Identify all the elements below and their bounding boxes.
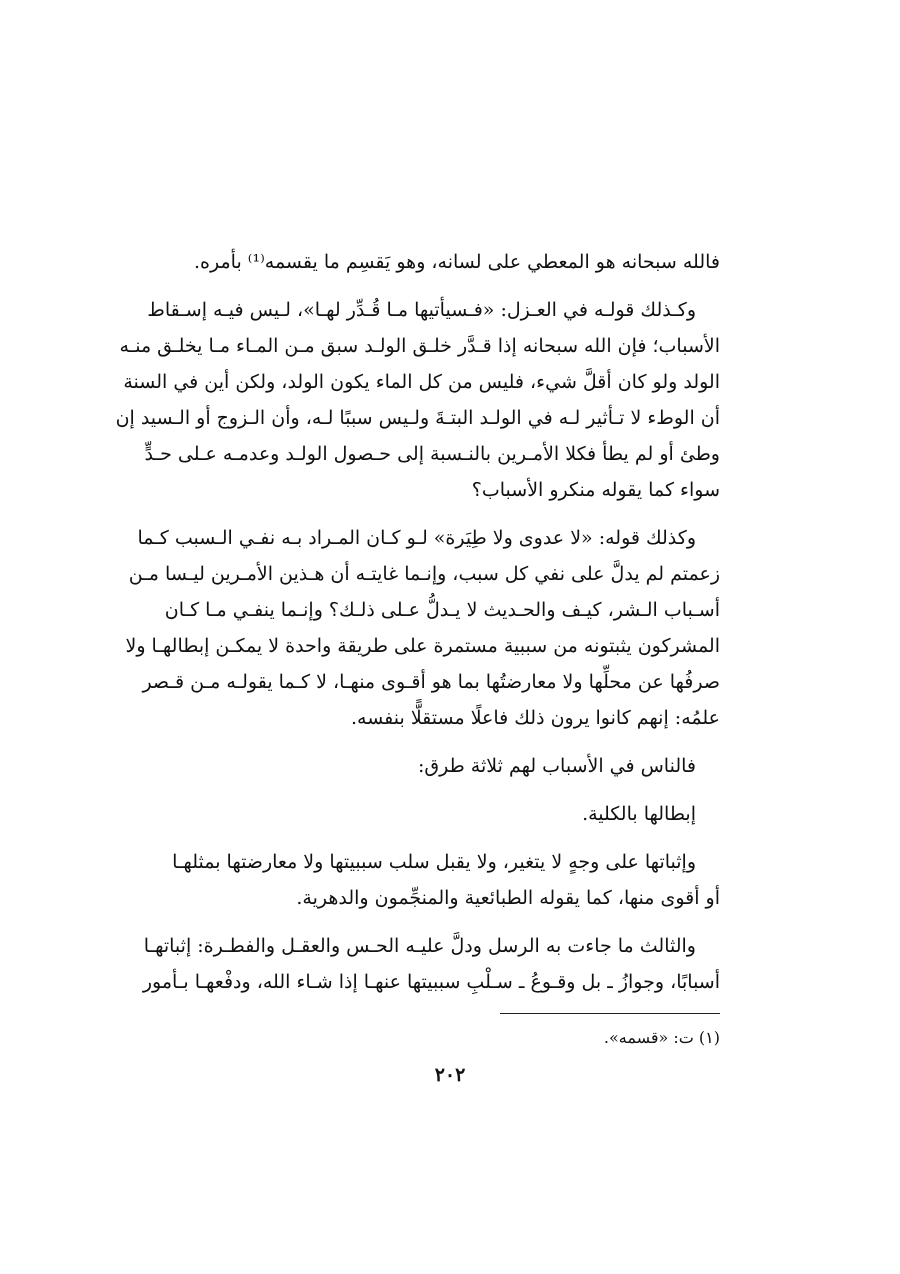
text-line: وكـذلك قولـه في العـزل: «فـسيأتيها مـا قُـدِّر لهـا»، لـيس فيـه إسـقاط xyxy=(147,299,696,321)
text-line: وطئ أو لم يطأ فكلا الأمـرين بالنـسبة إلى حـصول الولـد وعدمـه عـلى حـدٍّ xyxy=(144,443,720,465)
text-line: سواء كما يقوله منكرو الأسباب؟ xyxy=(471,479,720,501)
footnote: (١) ت: «قسمه». xyxy=(603,1028,720,1047)
text-line: علمُه: إنهم كانوا يرون ذلك فاعلًا مستقلًّا بنفسه. xyxy=(351,707,720,729)
text-line: المشركون يثبتونه من سببية مستمرة على طريقة واحدة لا يمكـن إبطالهـا ولا xyxy=(125,635,720,657)
main-text xyxy=(115,244,720,1000)
text-line: أسـباب الـشر، كيـف والحـديث لا يـدلُّ عـلى ذلـك؟ وإنـما ينفـي مـا كـان xyxy=(164,599,720,621)
text-line: أن الوطء لا تـأثير لـه في الولـد البتـةَ ولـيس سببًا لـه، وأن الـزوج أو الـسيد إن xyxy=(115,407,720,429)
text-line: زعمتم لم يدلَّ على نفي كل سبب، وإنـما غايتـه أن هـذين الأمـرين ليـسا مـن xyxy=(128,563,720,585)
text-line: والثالث ما جاءت به الرسل ودلَّ عليـه الحـس والعقـل والفطـرة: إثباتهـا xyxy=(143,935,696,957)
text-line: وإثباتها على وجهٍ لا يتغير، ولا يقبل سلب سببيتها ولا معارضتها بمثلهـا xyxy=(172,851,696,873)
text-line: أسبابًا، وجوازُ ـ بل وقـوعُ ـ سـلْبِ سببيتها عنهـا إذا شـاء الله، ودفْعهـا بـأمور xyxy=(142,971,720,993)
footnote-divider xyxy=(500,1013,720,1014)
text-line: وكذلك قوله: «لا عدوى ولا طِيَرة» لـو كـان المـراد بـه نفـي الـسبب كـما xyxy=(137,527,696,549)
page-number: ٢٠٢ xyxy=(434,1064,466,1086)
text-line: الأسباب؛ فإن الله سبحانه إذا قـدَّر خلـق الولـد سبق مـن المـاء مـا يخلـق منـه xyxy=(119,335,720,357)
text-line: الولد ولو كان أقلَّ شيء، فليس من كل الماء يكون الولد، ولكن أين في السنة xyxy=(123,371,720,393)
text-line: أو أقوى منها، كما يقوله الطبائعية والمنجِّمون والدهرية. xyxy=(296,887,720,909)
text-line: فالله سبحانه هو المعطي على لسانه، وهو يَقسِم ما يقسمه⁽¹⁾ بأمره. xyxy=(194,251,720,273)
text-line: فالناس في الأسباب لهم ثلاثة طرق: xyxy=(418,755,696,777)
text-line: صرفُها عن محلِّها ولا معارضتُها بما هو أقـوى منهـا، لا كـما يقولـه مـن قـصر xyxy=(142,671,720,693)
text-line: إبطالها بالكلية. xyxy=(582,803,696,825)
